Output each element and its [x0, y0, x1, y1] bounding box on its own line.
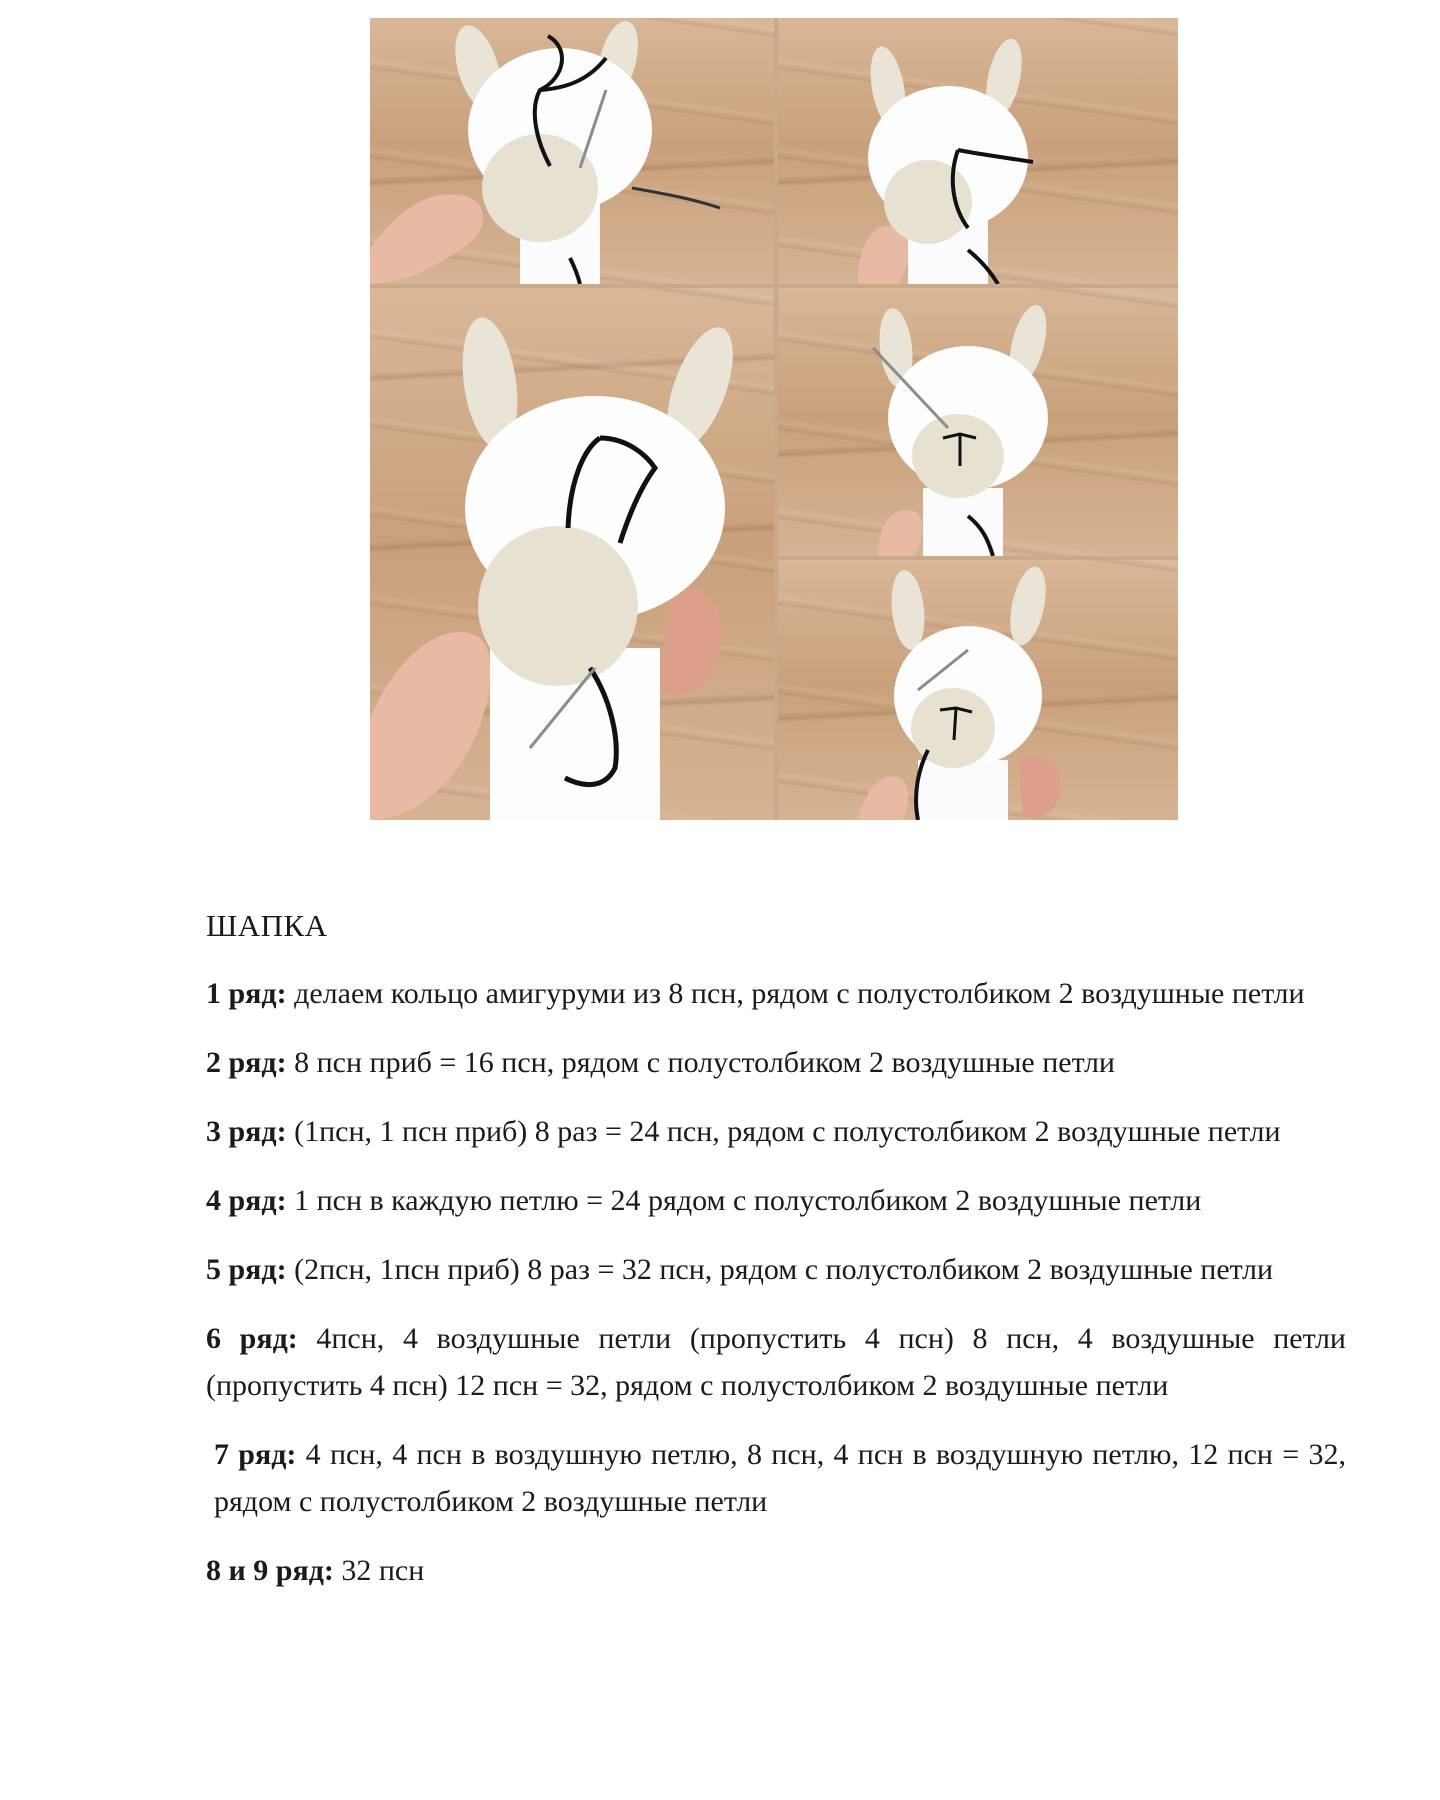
- photo-collage: [370, 18, 1178, 820]
- row-text: 4 псн, 4 псн в воздушную петлю, 8 псн, 4 псн в воздушную петлю, 12 псн = 32, рядом с полустолбиком 2 воздушные петли: [214, 1438, 1346, 1518]
- row-text: 4псн, 4 воздушные петли (пропустить 4 псн) 8 псн, 4 воздушные петли (пропустить 4 псн) 12 псн = 32, рядом с полустолбиком 2 воздушные петли: [206, 1322, 1346, 1402]
- row-7: [206, 1431, 1346, 1525]
- pattern-instructions: [206, 908, 1346, 1616]
- row-3: [206, 1108, 1346, 1155]
- row-label: 5 ряд:: [206, 1253, 287, 1286]
- row-text: 8 псн приб = 16 псн, рядом с полустолбиком 2 воздушные петли: [286, 1046, 1115, 1079]
- row-text: 32 псн: [333, 1554, 425, 1587]
- row-label: 2 ряд:: [206, 1046, 287, 1079]
- row-label: 6 ряд:: [206, 1322, 298, 1355]
- photo-step-3: [370, 288, 774, 820]
- photo-step-4: [778, 288, 1178, 556]
- row-4: [206, 1177, 1346, 1224]
- row-label: 3 ряд:: [206, 1115, 287, 1148]
- row-text: делаем кольцо амигуруми из 8 псн, рядом с полустолбиком 2 воздушные петли: [286, 977, 1305, 1010]
- row-label: 8 и 9 ряд:: [206, 1554, 334, 1587]
- row-label: 1 ряд:: [206, 977, 287, 1010]
- photo-step-2: [778, 18, 1178, 284]
- row-text: (1псн, 1 псн приб) 8 раз = 24 псн, рядом с полустолбиком 2 воздушные петли: [286, 1115, 1281, 1148]
- row-label: 7 ряд:: [214, 1438, 297, 1471]
- row-1: [206, 970, 1346, 1017]
- photo-step-1: [370, 18, 774, 284]
- row-label: 4 ряд:: [206, 1184, 287, 1217]
- row-5: [206, 1246, 1346, 1293]
- row-text: 1 псн в каждую петлю = 24 рядом с полустолбиком 2 воздушные петли: [286, 1184, 1202, 1217]
- section-title: ШАПКА: [206, 908, 328, 943]
- row-8-9: [206, 1547, 1346, 1594]
- row-2: [206, 1039, 1346, 1086]
- row-text: (2псн, 1псн приб) 8 раз = 32 псн, рядом с полустолбиком 2 воздушные петли: [286, 1253, 1274, 1286]
- photo-step-5: [778, 560, 1178, 820]
- row-6: [206, 1315, 1346, 1409]
